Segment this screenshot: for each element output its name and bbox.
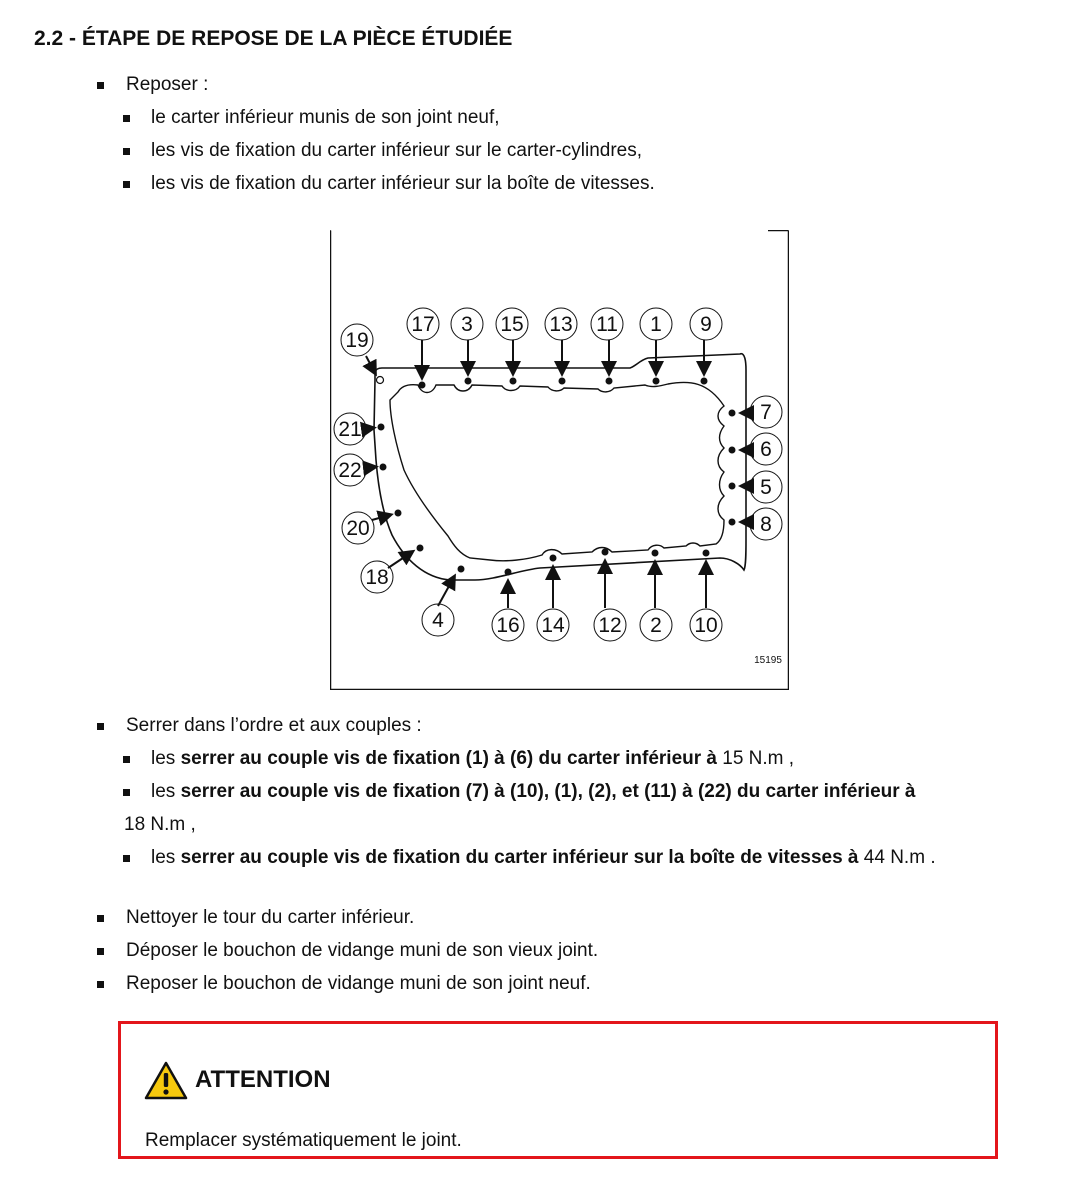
label-17: 17 bbox=[411, 313, 435, 336]
label-16: 16 bbox=[496, 614, 520, 637]
serrer-item-2-cont: 18 N.m , bbox=[124, 814, 196, 835]
attention-title: ATTENTION bbox=[195, 1066, 331, 1093]
label-19: 19 bbox=[345, 329, 369, 352]
label-13: 13 bbox=[549, 313, 573, 336]
figure-ref: 15195 bbox=[754, 655, 782, 666]
label-20: 20 bbox=[346, 517, 370, 540]
label-7: 7 bbox=[760, 401, 772, 424]
label-8: 8 bbox=[760, 513, 772, 536]
label-2: 2 bbox=[650, 614, 662, 637]
bullet bbox=[97, 948, 104, 955]
attention-text: Remplacer systématiquement le joint. bbox=[145, 1130, 462, 1151]
bullet bbox=[97, 915, 104, 922]
bullet bbox=[123, 756, 130, 763]
gasket-inner bbox=[390, 382, 724, 560]
serrer-item-2: les serrer au couple vis de fixation (7) à (10), (1), (2), et (11) à (22) du carter inférieur à bbox=[151, 781, 916, 802]
attention-box bbox=[118, 1021, 998, 1159]
serrer-heading: Serrer dans l’ordre et aux couples : bbox=[126, 715, 422, 736]
label-9: 9 bbox=[700, 313, 712, 336]
label-18: 18 bbox=[365, 566, 389, 589]
gasket-outer bbox=[374, 354, 746, 580]
serrer-item-3: les serrer au couple vis de fixation du carter inférieur sur la boîte de vitesses à 44 N.m . bbox=[151, 847, 936, 868]
bullet bbox=[123, 855, 130, 862]
reposer-item-1: le carter inférieur munis de son joint neuf, bbox=[151, 107, 500, 128]
label-4: 4 bbox=[432, 609, 444, 632]
reposer-item-2: les vis de fixation du carter inférieur sur le carter-cylindres, bbox=[151, 140, 643, 161]
label-22: 22 bbox=[338, 459, 362, 482]
oil-pan-diagram bbox=[330, 230, 789, 690]
bullet bbox=[123, 789, 130, 796]
step-2: Déposer le bouchon de vidange muni de son vieux joint. bbox=[126, 940, 599, 961]
bullet bbox=[123, 148, 130, 155]
reposer-heading: Reposer : bbox=[126, 74, 209, 95]
label-15: 15 bbox=[500, 313, 524, 336]
label-5: 5 bbox=[760, 476, 772, 499]
label-14: 14 bbox=[541, 614, 565, 637]
bullet bbox=[97, 723, 104, 730]
bullet bbox=[123, 181, 130, 188]
serrer-item-1: les serrer au couple vis de fixation (1) à (6) du carter inférieur à 15 N.m , bbox=[151, 748, 795, 769]
bullet bbox=[97, 981, 104, 988]
label-11: 11 bbox=[596, 313, 618, 336]
label-6: 6 bbox=[760, 438, 772, 461]
label-12: 12 bbox=[598, 614, 622, 637]
bullet bbox=[123, 115, 130, 122]
reposer-item-3: les vis de fixation du carter inférieur sur la boîte de vitesses. bbox=[151, 173, 655, 194]
label-3: 3 bbox=[461, 313, 473, 336]
label-10: 10 bbox=[694, 614, 718, 637]
step-3: Reposer le bouchon de vidange muni de son joint neuf. bbox=[126, 973, 591, 994]
warning-triangle-icon bbox=[144, 1061, 188, 1101]
label-1: 1 bbox=[650, 313, 662, 336]
label-21: 21 bbox=[338, 418, 362, 441]
bullet bbox=[97, 82, 104, 89]
section-title: 2.2 - ÉTAPE DE REPOSE DE LA PIÈCE ÉTUDIÉE bbox=[34, 27, 513, 50]
step-1: Nettoyer le tour du carter inférieur. bbox=[126, 907, 415, 928]
